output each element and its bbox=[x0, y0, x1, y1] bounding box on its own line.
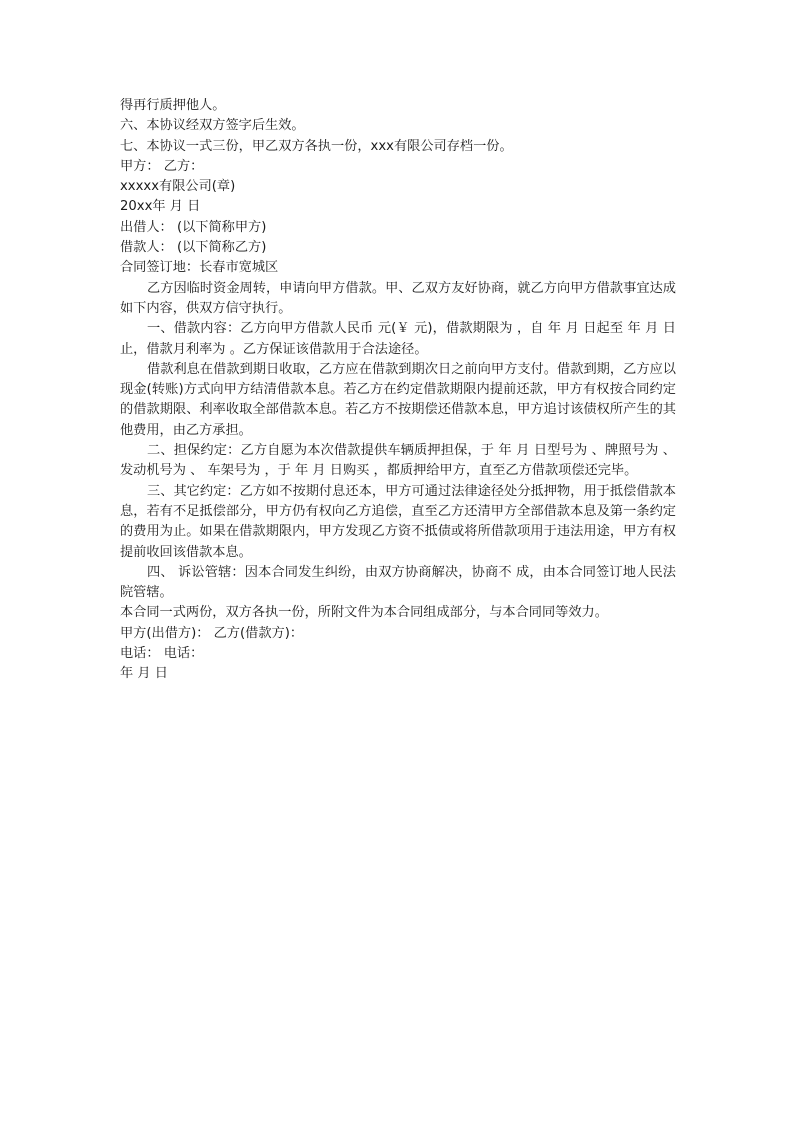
phone-line: 电话： 电话： bbox=[120, 646, 204, 662]
lender-line: 出借人： (以下简称甲方) bbox=[120, 219, 267, 235]
copies-clause: 本合同一式两份，双方各执一份，所附文件为本合同组成部分，与本合同同等效力。 bbox=[120, 605, 608, 621]
company-seal-line: xxxxx有限公司(章) bbox=[120, 179, 236, 195]
guarantee-clause: 二、担保约定：乙方自愿为本次借款提供车辆质押担保，于 年 月 日型号为 、牌照号为 、发动机号为 、 车架号为 ，于 年 月 日购买 ，都质押给甲方，直至乙方借款项偿还完毕。 bbox=[120, 443, 676, 479]
final-date-line: 年 月 日 bbox=[120, 666, 168, 682]
signing-place-line: 合同签订地：长春市宽城区 bbox=[120, 260, 279, 276]
date-line: 20xx年 月 日 bbox=[120, 199, 201, 215]
clause-six: 六、本协议经双方签字后生效。 bbox=[120, 118, 305, 134]
paragraph-continuation: 得再行质押他人。 bbox=[120, 98, 226, 113]
signature-parties-line: 甲方(出借方)： 乙方(借款方)： bbox=[120, 625, 304, 641]
other-terms-clause: 三、其它约定：乙方如不按期付息还本，甲方可通过法律途径处分抵押物，用于抵偿借款本息，若有不足抵偿部分，甲方仍有权向乙方追偿，直至乙方还清甲方全部借款本息及第一条约定的费用为止。如果在借款期限内，甲方发现乙方资不抵债或将所借款项用于违法用途，甲方有权提前收回该借款本息。 bbox=[120, 483, 676, 560]
clause-seven: 七、本协议一式三份，甲乙双方各执一份，xxx有限公司存档一份。 bbox=[120, 138, 513, 154]
borrower-line: 借款人： (以下简称乙方) bbox=[120, 240, 267, 256]
document-body bbox=[120, 96, 676, 685]
loan-content-clause: 一、借款内容：乙方向甲方借款人民币 元(￥ 元)，借款期限为 ，自 年 月 日起至 年 月 日止，借款月利率为 。乙方保证该借款用于合法途径。 bbox=[120, 321, 676, 357]
jurisdiction-clause: 四、 诉讼管辖：因本合同发生纠纷，由双方协商解决，协商不 成，由本合同签订地人民法院管辖。 bbox=[120, 564, 676, 601]
party-line: 甲方： 乙方： bbox=[120, 158, 204, 174]
interest-clause: 借款利息在借款到期日收取，乙方应在借款到期次日之前向甲方支付。借款到期，乙方应以现金(转账)方式向甲方结清借款本息。若乙方在约定借款期限内提前还款，甲方有权按合同约定的借款期限、利率收取全部借款本息。若乙方不按期偿还借款本息，甲方追讨该债权所产生的其他费用，由乙方承担。 bbox=[120, 361, 676, 438]
preamble-paragraph: 乙方因临时资金周转，申请向甲方借款。甲、乙双方友好协商，就乙方向甲方借款事宜达成如下内容，供双方信守执行。 bbox=[120, 280, 676, 316]
